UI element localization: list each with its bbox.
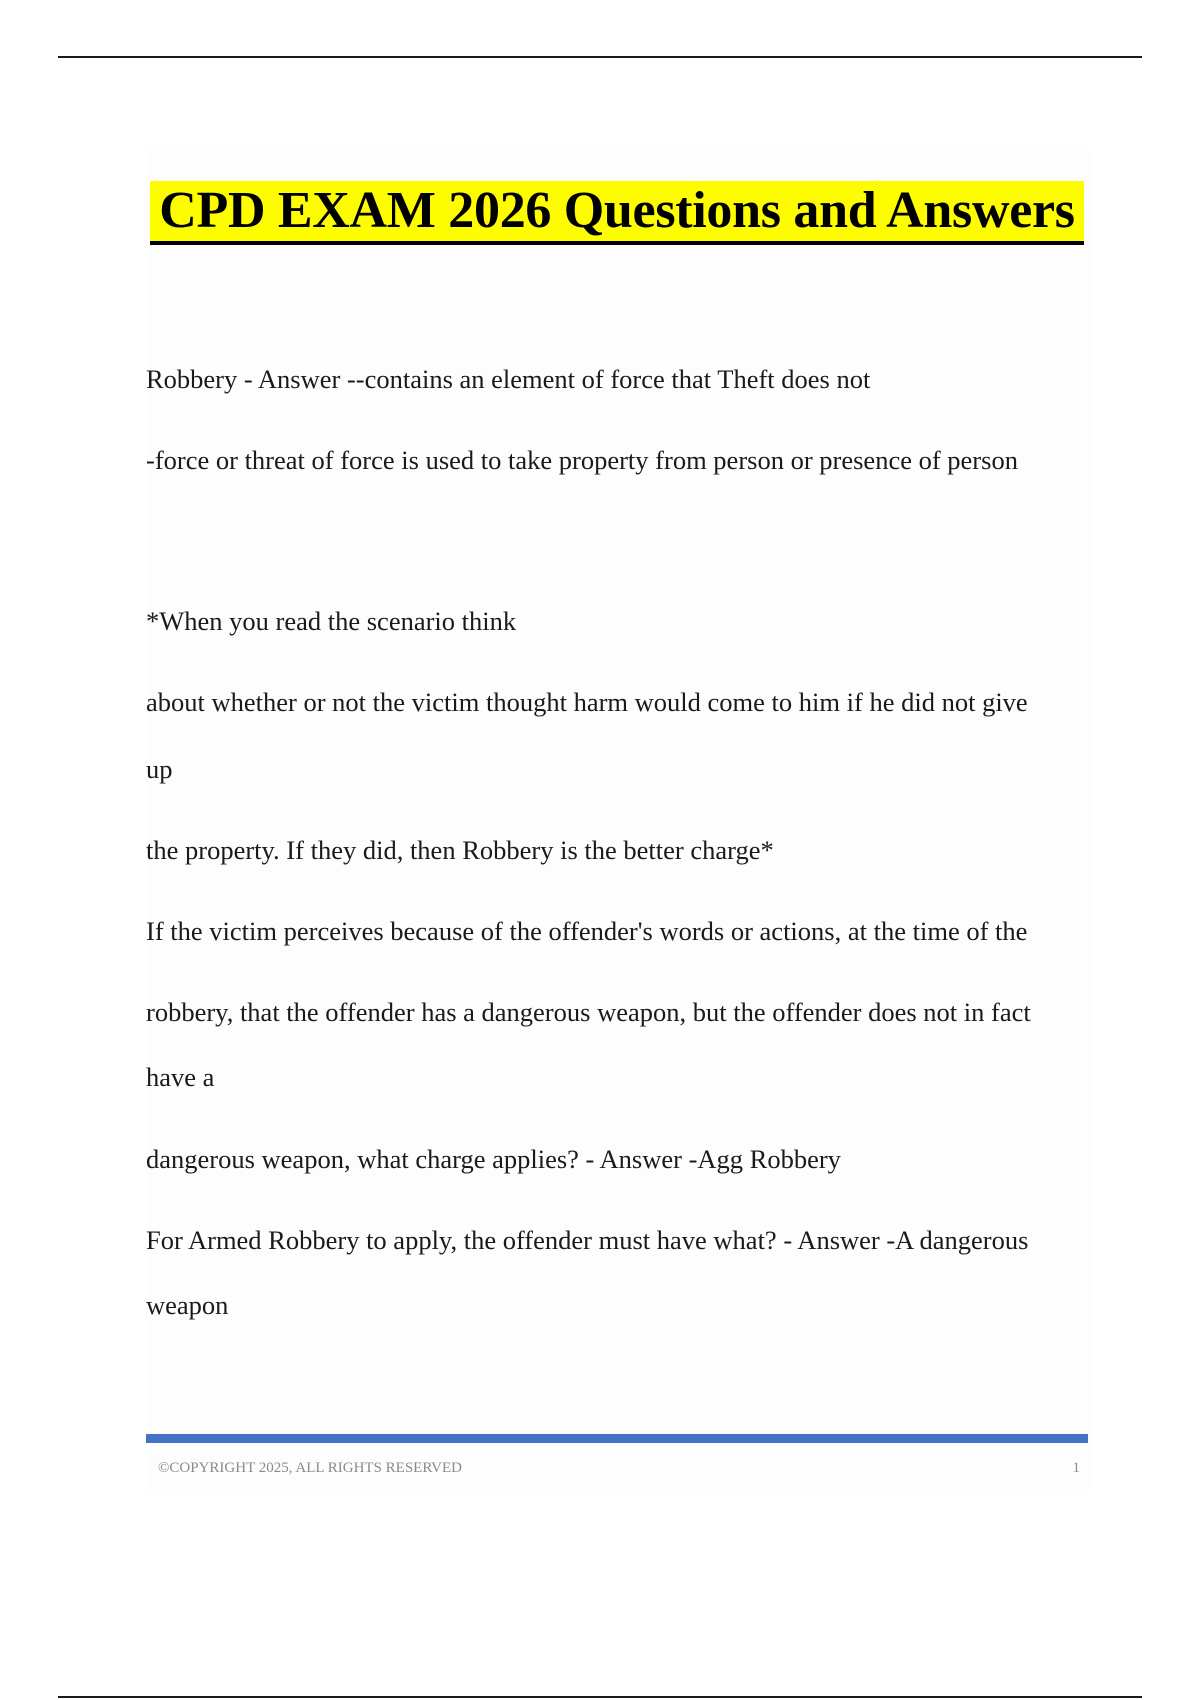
bottom-rule (58, 1696, 1142, 1698)
text-line: about whether or not the victim thought harm would come to him if he did not give (146, 687, 1028, 717)
text-line: Robbery - Answer --contains an element of force that Theft does not (146, 364, 871, 394)
page-number: 1 (1072, 1460, 1080, 1476)
text-line: *When you read the scenario think (146, 606, 517, 636)
text-line: have a (146, 1062, 215, 1092)
top-rule (58, 56, 1142, 58)
text-line: If the victim perceives because of the offender's words or actions, at the time of the (146, 916, 1028, 946)
text-line: dangerous weapon, what charge applies? - Answer -Agg Robbery (146, 1144, 841, 1174)
footer-bar (146, 1434, 1088, 1443)
title-highlight (150, 181, 1084, 245)
text-line: For Armed Robbery to apply, the offender must have what? - Answer -A dangerous (146, 1225, 1029, 1255)
document-title: CPD EXAM 2026 Questions and Answers (159, 182, 1075, 239)
text-line: robbery, that the offender has a dangerous weapon, but the offender does not in fact (146, 997, 1031, 1027)
text-line: the property. If they did, then Robbery is the better charge* (146, 835, 774, 865)
text-line: weapon (146, 1290, 229, 1320)
copyright-text: ©COPYRIGHT 2025, ALL RIGHTS RESERVED (158, 1460, 462, 1476)
text-line: up (146, 754, 173, 784)
text-line: -force or threat of force is used to take property from person or presence of person (146, 445, 1018, 475)
